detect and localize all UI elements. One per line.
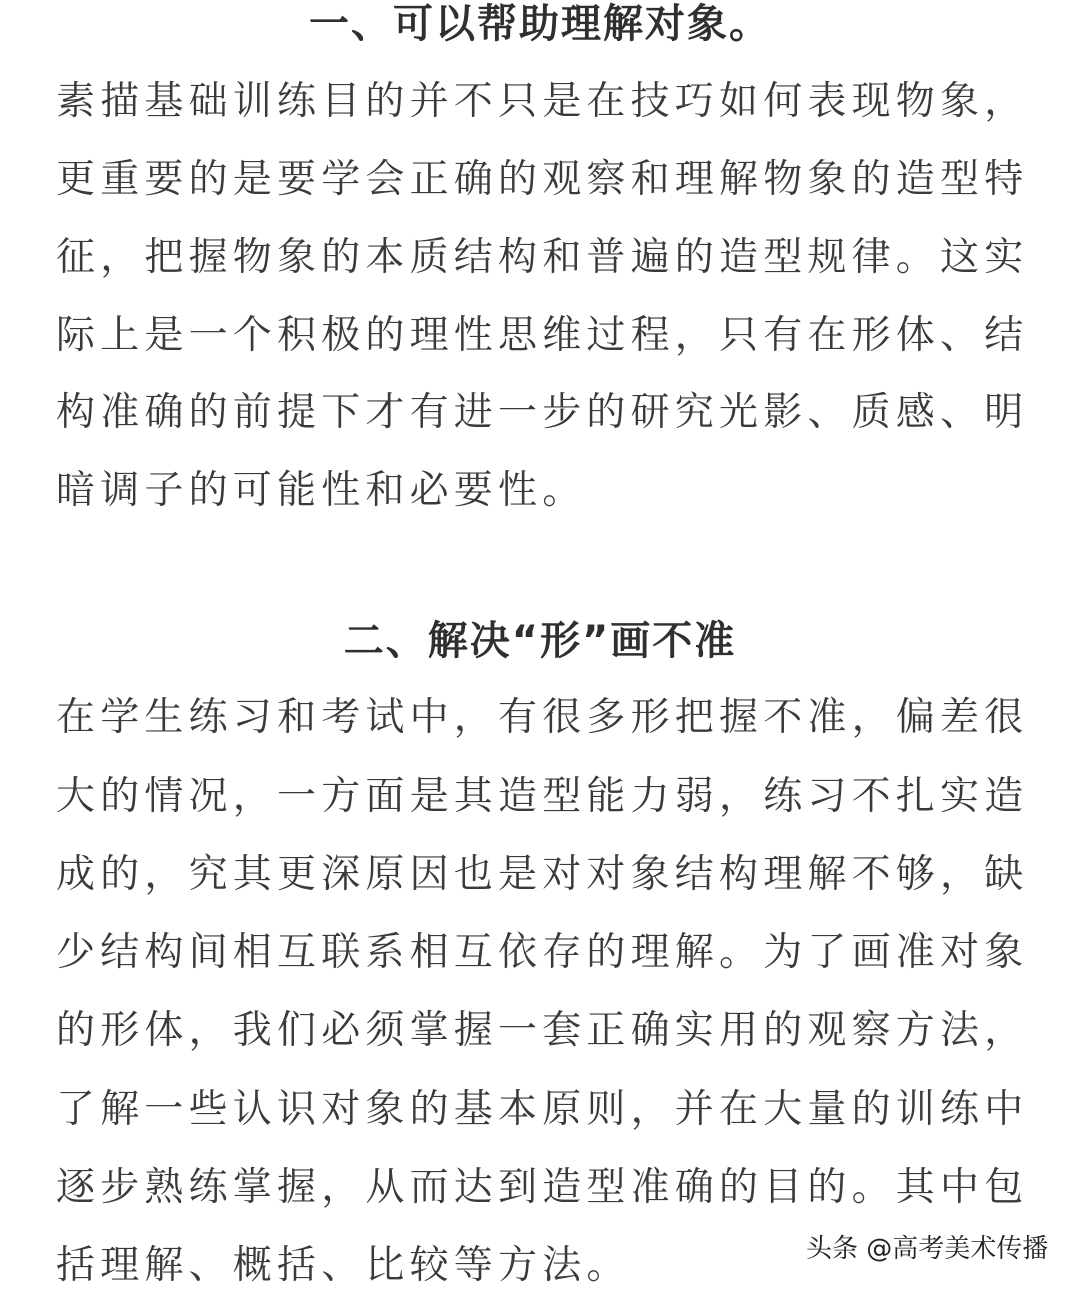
paragraph-line: 在学生练习和考试中，有很多形把握不准，偏差很 — [56, 695, 1029, 740]
paragraph-line: 括理解、概括、比较等方法。 — [56, 1243, 631, 1288]
paragraph-line: 暗调子的可能性和必要性。 — [56, 468, 587, 513]
paragraph-line: 的形体，我们必须掌握一套正确实用的观察方法， — [56, 1008, 1029, 1053]
paragraph-line: 成的，究其更深原因也是对对象结构理解不够，缺 — [56, 852, 1029, 897]
paragraph-line: 更重要的是要学会正确的观察和理解物象的造型特 — [56, 157, 1029, 202]
paragraph-line: 逐步熟练掌握，从而达到造型准确的目的。其中包 — [56, 1165, 1029, 1210]
paragraph-line: 少结构间相互联系相互依存的理解。为了画准对象 — [56, 930, 1029, 975]
paragraph-line: 构准确的前提下才有进一步的研究光影、质感、明 — [56, 390, 1029, 435]
paragraph-line: 素描基础训练目的并不只是在技巧如何表现物象， — [56, 79, 1029, 124]
section-heading-1: 一、可以帮助理解对象。 — [309, 1, 771, 47]
section-heading-2: 二、解决“形”画不准 — [343, 618, 737, 664]
watermark: 头条 @高考美术传播 — [806, 1234, 1049, 1264]
paragraph-line: 际上是一个积极的理性思维过程，只有在形体、结 — [56, 313, 1029, 358]
paragraph-line: 了解一些认识对象的基本原则，并在大量的训练中 — [56, 1087, 1029, 1132]
paragraph-line: 征，把握物象的本质结构和普遍的造型规律。这实 — [56, 235, 1029, 280]
paragraph-line: 大的情况，一方面是其造型能力弱，练习不扎实造 — [56, 774, 1029, 819]
